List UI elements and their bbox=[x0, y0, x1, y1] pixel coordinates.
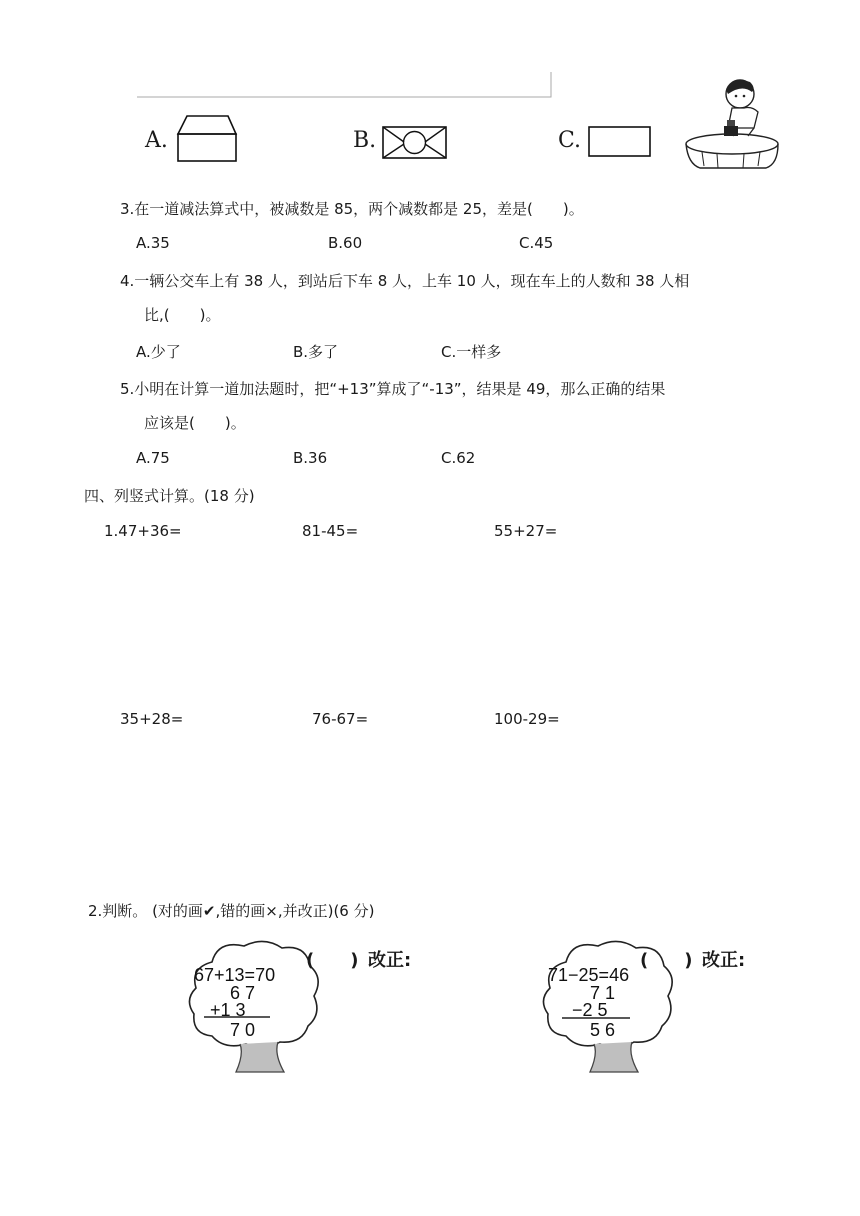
question-5-option-b[interactable]: B.36 bbox=[293, 449, 328, 467]
question-4-option-b[interactable]: B.多了 bbox=[293, 343, 339, 361]
tree-1-equation: 67+13=70 bbox=[194, 965, 276, 985]
question-4-text-line1: 4.一辆公交车上有 38 人，到站后下车 8 人，上车 10 人，现在车上的人数和 38 人相 bbox=[120, 272, 690, 290]
tree-2-top-number: 7 1 bbox=[590, 983, 616, 1003]
question-3-option-a[interactable]: A.35 bbox=[136, 234, 170, 252]
calc-item-6: 100-29= bbox=[494, 710, 560, 728]
question-4-option-a[interactable]: A.少了 bbox=[136, 343, 181, 361]
option-c-rectangle-shape bbox=[586, 124, 654, 160]
tree-1-cloud-outline bbox=[184, 938, 324, 1083]
option-a-milk-carton-shape bbox=[175, 112, 240, 164]
calc-item-2: 81-45= bbox=[302, 522, 359, 540]
option-c-label: C. bbox=[558, 128, 582, 153]
question-4-option-c[interactable]: C.一样多 bbox=[441, 343, 502, 361]
calc-item-5: 76-67= bbox=[312, 710, 369, 728]
tree-1-answer-paren[interactable]: ( ) bbox=[306, 950, 359, 971]
tree-2-equation: 71−25=46 bbox=[548, 965, 630, 985]
tree-1-result: 7 0 bbox=[230, 1020, 256, 1040]
option-b-envelope-circle-shape bbox=[380, 124, 450, 162]
section-4-title: 四、列竖式计算。(18 分) bbox=[84, 487, 255, 505]
calc-item-1: 1.47+36= bbox=[104, 522, 182, 540]
question-5-option-c[interactable]: C.62 bbox=[441, 449, 476, 467]
tree-2-answer-paren[interactable]: ( ) bbox=[640, 950, 693, 971]
boy-at-table-illustration bbox=[682, 72, 782, 172]
question-5-option-a[interactable]: A.75 bbox=[136, 449, 170, 467]
option-a-label: A. bbox=[145, 128, 168, 153]
tree-1-addend-line: +1 3 bbox=[210, 1000, 246, 1020]
tree-2-fix-label: 改正: bbox=[702, 950, 746, 971]
option-b-label: B. bbox=[353, 128, 377, 153]
question-3-text: 3.在一道减法算式中，被减数是 85，两个减数都是 25，差是( )。 bbox=[120, 200, 584, 218]
question-3-option-b[interactable]: B.60 bbox=[328, 234, 363, 252]
question-4-text-line2: 比,( )。 bbox=[144, 306, 221, 324]
tree-1-top-number: 6 7 bbox=[230, 983, 256, 1003]
question-3-option-c[interactable]: C.45 bbox=[519, 234, 554, 252]
question-5-text-line2: 应该是( )。 bbox=[144, 414, 246, 432]
tree-2-result: 5 6 bbox=[590, 1020, 616, 1040]
question-5-text-line1: 5.小明在计算一道加法题时，把“+13”算成了“-13”，结果是 49，那么正确的结果 bbox=[120, 380, 666, 398]
judge-title: 2.判断。 (对的画✔,错的画×,并改正)(6 分) bbox=[88, 902, 375, 920]
calc-item-3: 55+27= bbox=[494, 522, 558, 540]
calc-item-4: 35+28= bbox=[120, 710, 184, 728]
tree-1-fix-label: 改正: bbox=[368, 950, 412, 971]
tree-2-subtrahend-line: −2 5 bbox=[572, 1000, 608, 1020]
